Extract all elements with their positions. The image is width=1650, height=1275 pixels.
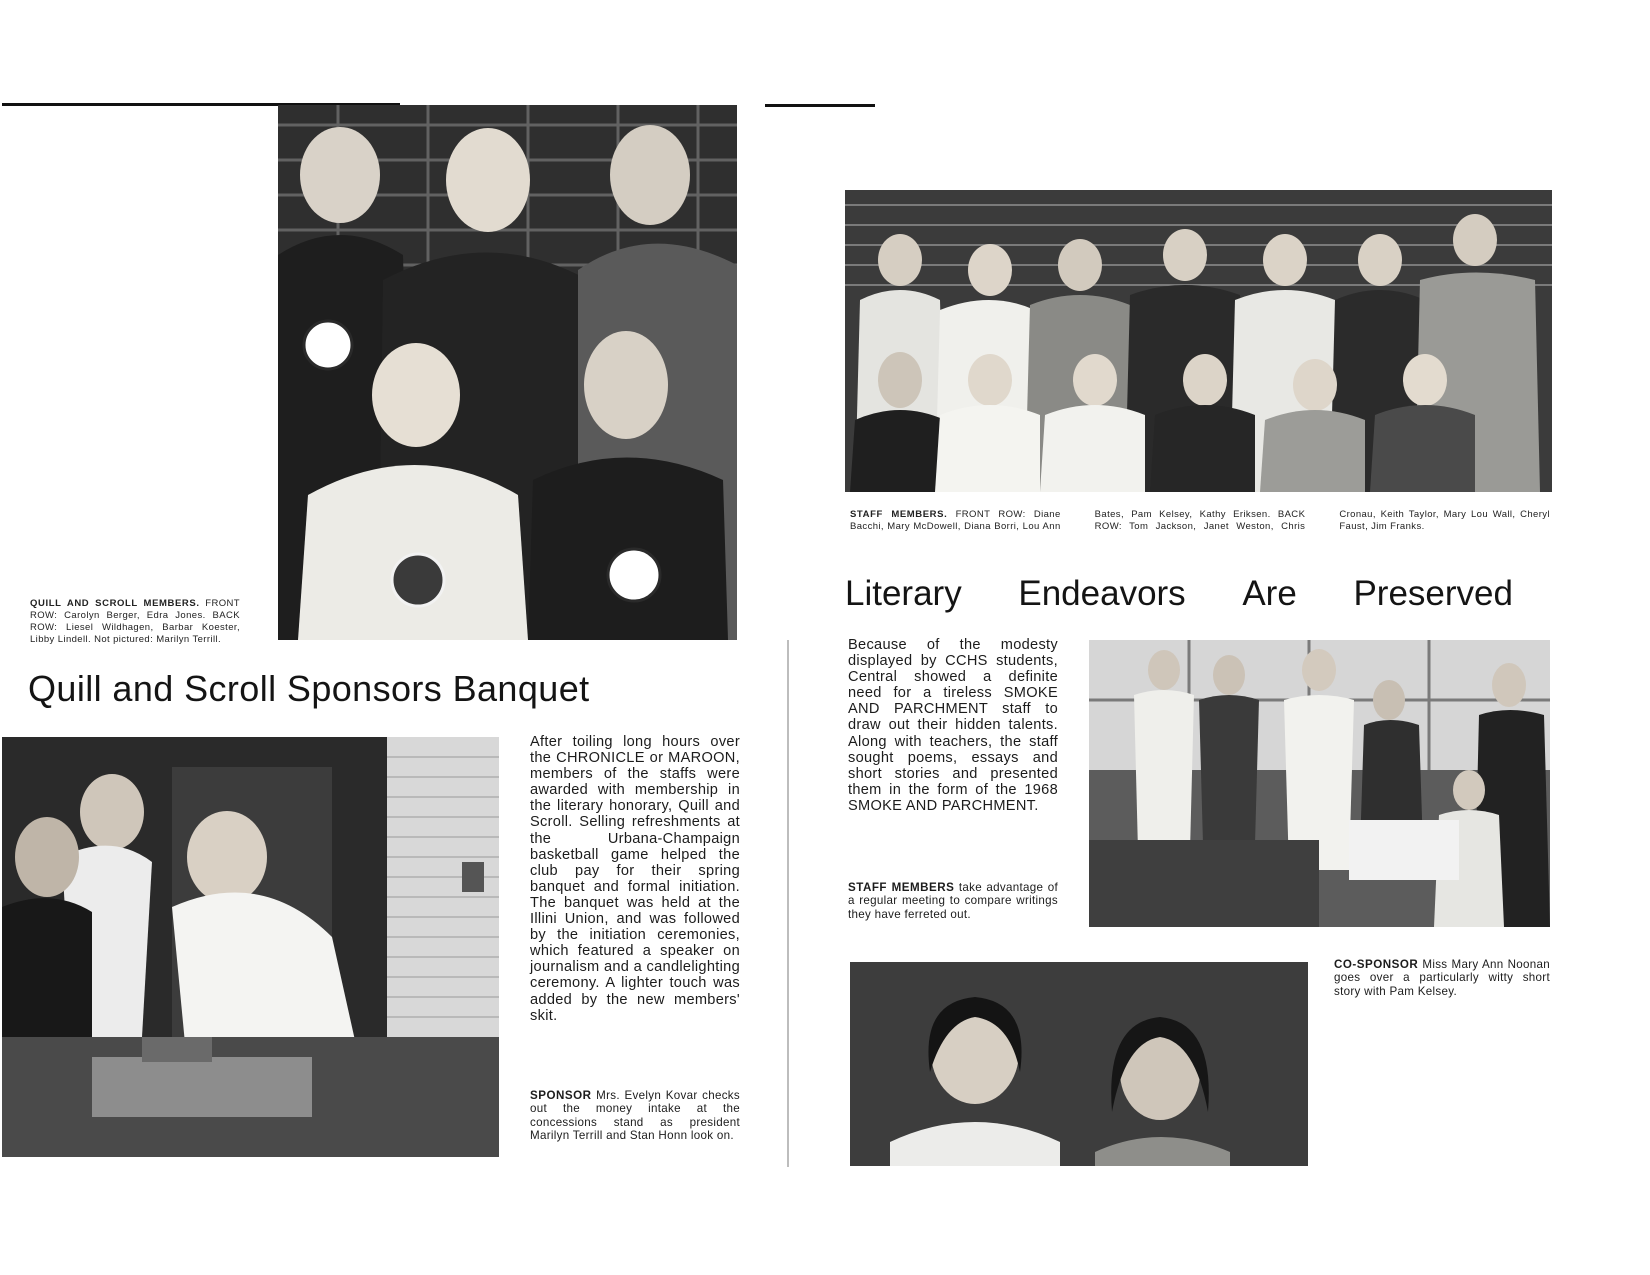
left-page-headline: Quill and Scroll Sponsors Banquet: [28, 668, 590, 709]
quill-scroll-article: After toiling long hours over the CHRONICLE or MAROON, members of the staffs were awarded with membership in the literary honorary, Quill and Scroll. Selling refreshments at the Urbana-Champaign basketball game helped the club pay for their spring banquet and formal initiation. The banquet was held at the Illini Union, and was followed by the initiation ceremonies, which featured a speaker on journalism and a candlelighting ceremony. A lighter touch was added by the new members' skit.: [530, 734, 740, 1024]
smoke-parchment-article: Because of the modesty displayed by CCHS students, Central showed a definite need for a tireless SMOKE AND PARCHMENT staff to draw out their hidden talents. Along with teachers, the staff sought poems, essays and short stories and presented them in the form of the 1968 SMOKE AND PARCHMENT.: [848, 637, 1058, 814]
meeting-caption-lead: STAFF MEMBERS: [848, 881, 955, 894]
meeting-caption-text: take advantage of a regular meeting to compare writings they have ferreted out.: [848, 881, 1058, 921]
caption-lead: QUILL AND SCROLL MEMBERS.: [30, 598, 200, 609]
staff-caption-lead: STAFF MEMBERS.: [850, 509, 948, 520]
staff-caption-text: FRONT ROW: Diane Bacchi, Mary McDowell, Diana Borri, Lou Ann Bates, Pam Kelsey, Kathy Eriksen. BACK ROW: Tom Jackson, Janet Weston, Chris Cronau, Keith Taylor, Mary Lou Wall, Cheryl Faust, Jim Franks.: [850, 509, 1550, 532]
cosponsor-caption-lead: CO-SPONSOR: [1334, 958, 1419, 971]
headline-word: Literary: [845, 574, 962, 613]
cosponsor-caption-text: Miss Mary Ann Noonan goes over a particularly witty short story with Pam Kelsey.: [1334, 958, 1550, 998]
quill-scroll-members-photo: [278, 105, 737, 640]
sponsor-caption-text: Mrs. Evelyn Kovar checks out the money intake at the concessions stand as president Marilyn Terrill and Stan Honn look on.: [530, 1089, 740, 1143]
page-gutter: [787, 640, 789, 1167]
cosponsor-photo: [850, 962, 1308, 1166]
staff-photo-caption: [850, 509, 1550, 533]
sponsor-caption: [530, 1089, 740, 1143]
caption-text: FRONT ROW: Carolyn Berger, Edra Jones. BACK ROW: Liesel Wildhagen, Barbar Koester, Libby Lindell. Not pictured: Marilyn Terrill.: [30, 598, 240, 645]
right-page-headline: [845, 574, 1513, 614]
top-rule-right: [765, 104, 875, 107]
quill-scroll-photo-caption: [30, 598, 240, 646]
sponsor-concession-photo: [2, 737, 499, 1157]
headline-word: Preserved: [1353, 574, 1513, 613]
headline-word: Are: [1242, 574, 1297, 613]
sponsor-caption-lead: SPONSOR: [530, 1089, 592, 1102]
headline-word: Endeavors: [1018, 574, 1186, 613]
staff-meeting-photo: [1089, 640, 1550, 927]
staff-members-photo: [845, 190, 1552, 492]
cosponsor-caption: [1334, 958, 1550, 998]
meeting-caption: [848, 881, 1058, 921]
